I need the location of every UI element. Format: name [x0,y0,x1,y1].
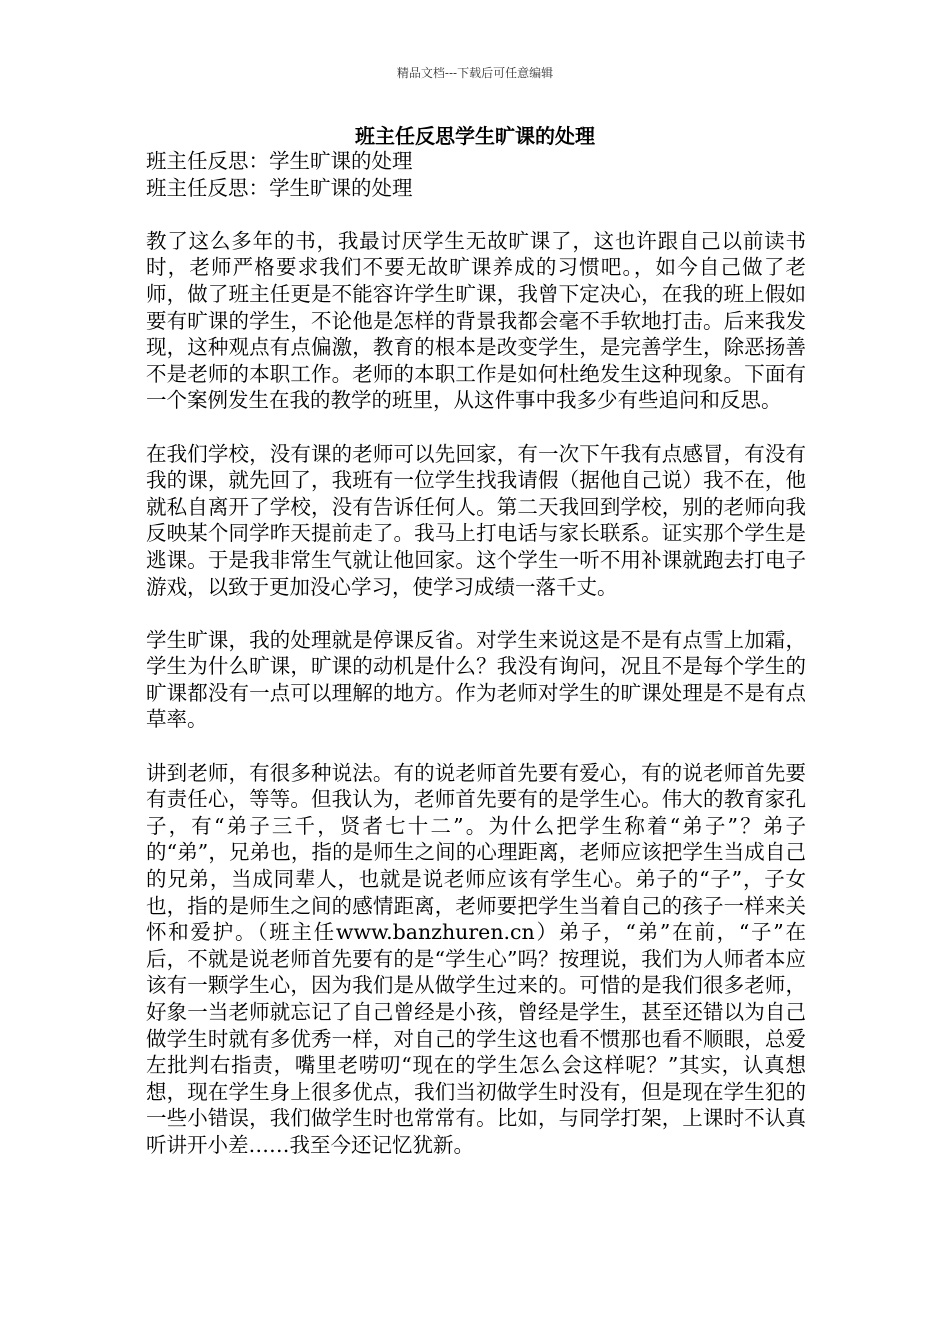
document-body [146,148,806,1159]
document-title: 班主任反思学生旷课的处理 [355,124,595,148]
subtitle-line: 班主任反思：学生旷课的处理 [146,175,413,200]
paragraph: 教了这么多年的书，我最讨厌学生无故旷课了，这也许跟自己以前读书时，老师严格要求我们不要无故旷课养成的习惯吧。，如今自己做了老师，做了班主任更是不能容许学生旷课，我曾下定决心，在我的班上假如要有旷课的学生，不论他是怎样的背景我都会毫不手软地打击。后来我发现，这种观点有点偏激，教育的根本是改变学生，是完善学生，除恶扬善不是老师的本职工作。老师的本职工作是如何杜绝发生这种现象。下面有一个案例发生在我的教学的班里，从这件事中我多少有些追问和反思。 [146,228,806,413]
paragraph: 讲到老师，有很多种说法。有的说老师首先要有爱心，有的说老师首先要有责任心，等等。但我认为，老师首先要有的是学生心。伟大的教育家孔子，有“弟子三千，贤者七十二”。为什么把学生称着“弟子”？弟子的“弟”，兄弟也，指的是师生之间的心理距离，老师应该把学生当成自己的兄弟，当成同辈人，也就是说老师应该有学生心。弟子的“子”，子女也，指的是师生之间的感情距离，老师要把学生当着自己的孩子一样来关怀和爱护。（班主任www.banzhuren.cn）弟子，“弟”在前，“子”在后，不就是说老师首先要有的是“学生心”吗？按理说，我们为人师者本应该有一颗学生心，因为我们是从做学生过来的。可惜的是我们很多老师，好象一当老师就忘记了自己曾经是小孩，曾经是学生，甚至还错以为自己做学生时就有多优秀一样，对自己的学生这也看不惯那也看不顺眼，总爱左批判右指责，嘴里老唠叨“现在的学生怎么会这样呢？”其实，认真想想，现在学生身上很多优点，我们当初做学生时没有，但是现在学生犯的一些小错误，我们做学生时也常常有。比如，与同学打架，上课时不认真听讲开小差……我至今还记忆犹新。 [146,760,806,1157]
paragraph: 在我们学校，没有课的老师可以先回家，有一次下午我有点感冒，有没有我的课，就先回了，我班有一位学生找我请假（据他自己说）我不在，他就私自离开了学校，没有告诉任何人。第二天我回到学校，别的老师向我反映某个同学昨天提前走了。我马上打电话与家长联系。证实那个学生是逃课。于是我非常生气就让他回家。这个学生一听不用补课就跑去打电子游戏，以致于更加没心学习，使学习成绩一落千丈。 [146,441,806,599]
header-note: 精品文档---下载后可任意编辑 [396,66,554,80]
subtitle-line: 班主任反思：学生旷课的处理 [146,149,413,173]
paragraph: 学生旷课，我的处理就是停课反省。对学生来说这是不是有点雪上加霜，学生为什么旷课，旷课的动机是什么？我没有询问，况且不是每个学生的旷课都没有一点可以理解的地方。作为老师对学生的旷课处理是不是有点草率。 [146,627,806,732]
